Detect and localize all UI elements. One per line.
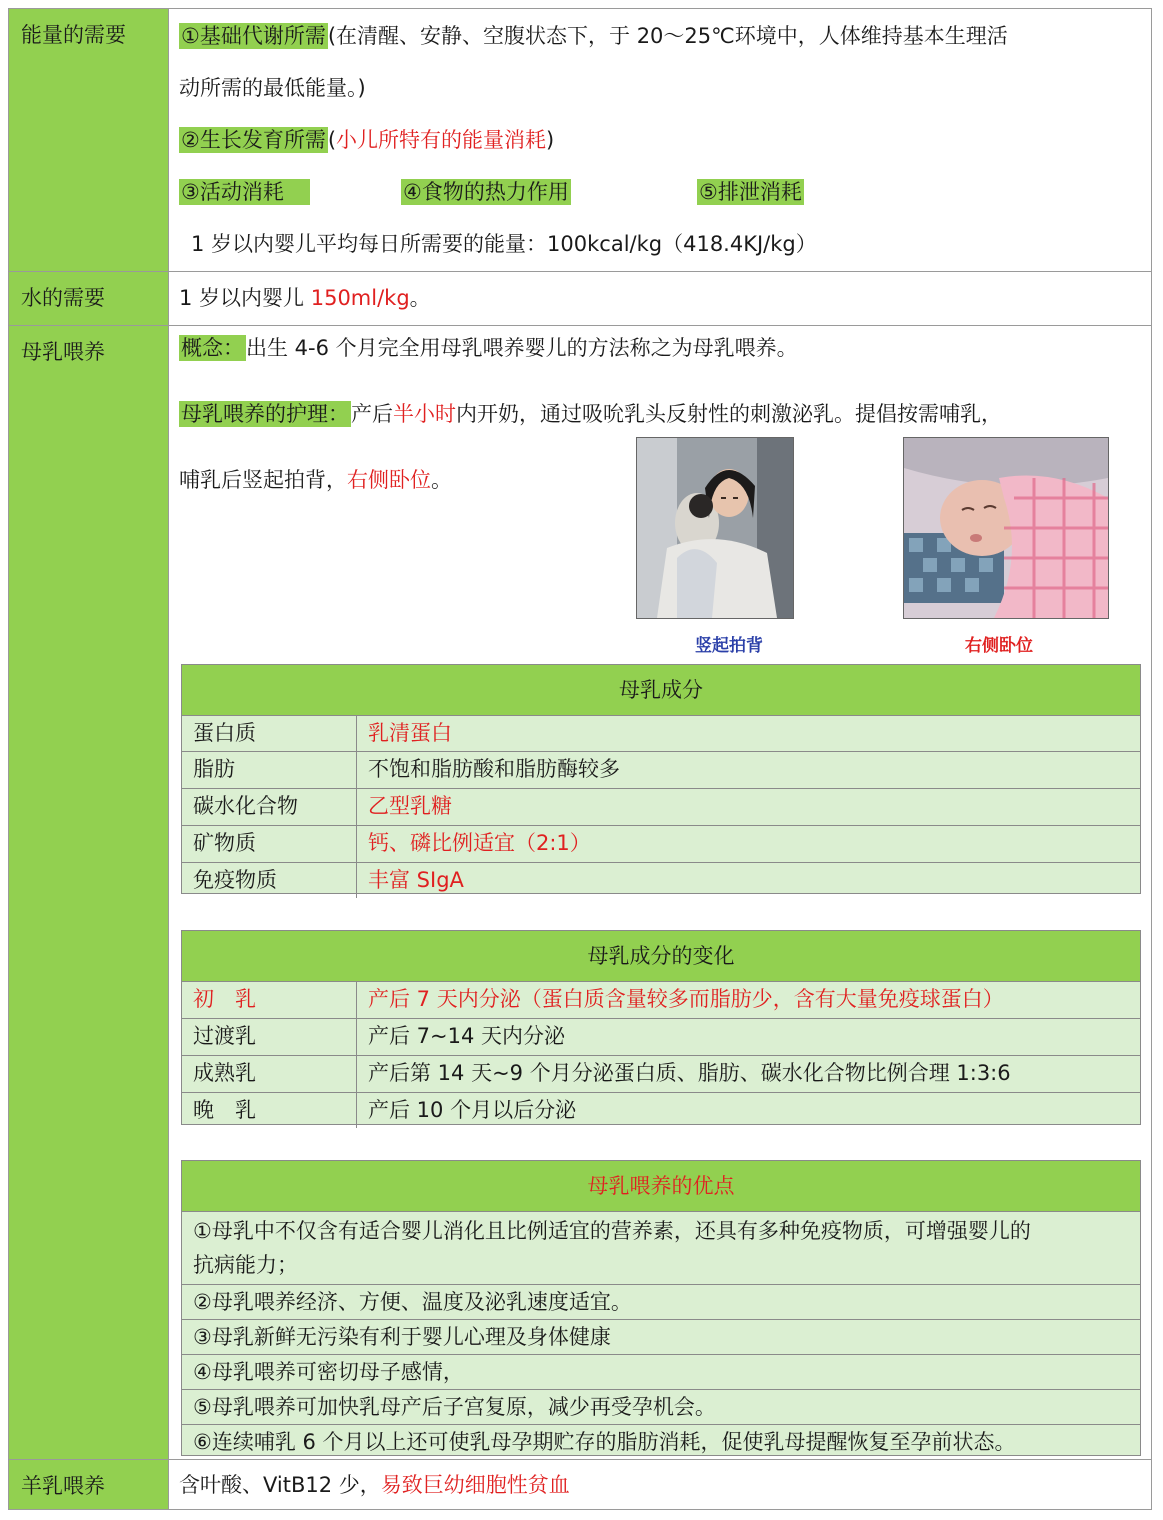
side-lying-caption: 右侧卧位	[965, 636, 1033, 656]
burping-caption: 竖起拍背	[695, 636, 763, 656]
changes-row-colostrum	[182, 982, 1140, 1019]
composition-name: 矿物质	[182, 826, 357, 862]
composition-table	[181, 664, 1141, 894]
advantage-item-1	[182, 1212, 1140, 1285]
advantage-item-5: ⑤母乳喂养可加快乳母产后子宫复原，减少再受孕机会。	[182, 1390, 1140, 1425]
care-text-c: 哺乳后竖起拍背，	[179, 468, 347, 492]
care-line	[179, 400, 1002, 428]
water-text	[179, 284, 431, 312]
composition-row-minerals	[182, 826, 1140, 863]
changes-name: 成熟乳	[182, 1056, 357, 1092]
concept-line	[179, 334, 798, 362]
burping-illustration	[637, 438, 793, 618]
advantages-title: 母乳喂养的优点	[182, 1161, 1140, 1212]
growth-paren-open: (	[327, 128, 337, 152]
changes-row-transitional	[182, 1019, 1140, 1056]
side-lying-illustration	[904, 438, 1108, 618]
care-text-b: 内开奶，通过吸吮乳头反射性的刺激泌乳。提倡按需哺乳，	[456, 402, 1002, 426]
basal-metabolism-line	[179, 22, 1008, 50]
care-text-end: 。	[431, 468, 452, 492]
composition-row-fat	[182, 752, 1140, 789]
goat-milk-row	[8, 1460, 1152, 1510]
water-label: 水的需要	[9, 272, 169, 325]
goat-milk-label: 羊乳喂养	[9, 1460, 169, 1509]
water-amount: 150ml/kg	[310, 286, 410, 310]
water-text-main: 1 岁以内婴儿	[179, 286, 311, 310]
composition-row-protein	[182, 716, 1140, 752]
care-title: 母乳喂养的护理：	[181, 402, 349, 426]
concept-text: 出生 4-6 个月完全用母乳喂养婴儿的方法称之为母乳喂养。	[246, 336, 798, 360]
changes-row-mature	[182, 1056, 1140, 1093]
advantage-text: ①母乳中不仅含有适合婴儿消化且比例适宜的营养素，还具有多种免疫物质，可增强婴儿的	[193, 1219, 1031, 1243]
advantage-text-cont: 抗病能力；	[193, 1253, 298, 1277]
composition-changes-table	[181, 930, 1141, 1125]
activity-item	[179, 178, 310, 206]
excretion-item	[697, 178, 804, 206]
advantage-item-3: ③母乳新鲜无污染有利于婴儿心理及身体健康	[182, 1320, 1140, 1355]
composition-row-immune	[182, 863, 1140, 898]
energy-summary: 1 岁以内婴儿平均每日所需要的能量：100kcal/kg（418.4KJ/kg）	[191, 232, 817, 256]
water-text-end: 。	[409, 286, 431, 310]
growth-note: 小儿所特有的能量消耗	[336, 128, 547, 152]
breastfeeding-row	[8, 326, 1152, 1460]
composition-value: 丰富 SIgA	[368, 868, 464, 892]
nutrition-table	[8, 8, 1152, 1510]
energy-label: 能量的需要	[9, 9, 169, 271]
goat-milk-text	[179, 1471, 570, 1499]
burping-photo	[636, 437, 794, 619]
care-text-a: 产后	[351, 402, 393, 426]
changes-value: 产后 7~14 天内分泌	[368, 1024, 566, 1048]
changes-row-late	[182, 1093, 1140, 1128]
care-line-2	[179, 466, 452, 494]
composition-value: 不饱和脂肪酸和脂肪酶较多	[368, 757, 620, 781]
changes-value: 产后第 14 天~9 个月分泌蛋白质、脂肪、碳水化合物比例合理 1:3:6	[368, 1061, 1011, 1085]
goat-milk-text-main: 含叶酸、VitB12 少，	[179, 1473, 381, 1497]
changes-value: 产后 10 个月以后分泌	[368, 1098, 577, 1122]
changes-name: 晚 乳	[182, 1093, 357, 1128]
care-half-hour: 半小时	[393, 402, 456, 426]
energy-row	[8, 8, 1152, 272]
goat-milk-warning: 易致巨幼细胞性贫血	[380, 1473, 570, 1497]
side-lying-photo	[903, 437, 1109, 619]
advantages-table	[181, 1160, 1141, 1456]
changes-title: 母乳成分的变化	[182, 931, 1140, 982]
composition-name: 脂肪	[182, 752, 357, 788]
breastfeeding-label: 母乳喂养	[9, 326, 169, 1459]
composition-value: 乙型乳糖	[368, 794, 452, 818]
advantage-item-6: ⑥连续哺乳 6 个月以上还可使乳母孕期贮存的脂肪消耗，促使乳母提醒恢复至孕前状态。	[193, 1430, 1016, 1454]
composition-row-carbs	[182, 789, 1140, 826]
growth-paren-close: )	[546, 128, 555, 152]
basal-metabolism-title: ①基础代谢所需	[181, 24, 326, 48]
composition-name: 碳水化合物	[182, 789, 357, 825]
composition-value: 乳清蛋白	[368, 721, 452, 745]
water-row	[8, 272, 1152, 326]
basal-metabolism-text-cont: 动所需的最低能量。)	[179, 76, 366, 100]
changes-name: 过渡乳	[182, 1019, 357, 1055]
growth-line	[179, 126, 554, 154]
composition-title: 母乳成分	[182, 665, 1140, 716]
composition-name: 蛋白质	[182, 716, 357, 751]
food-thermic-title: ④食物的热力作用	[403, 180, 569, 204]
advantage-item-4: ④母乳喂养可密切母子感情，	[182, 1355, 1140, 1390]
composition-name: 免疫物质	[182, 863, 357, 898]
composition-value: 钙、磷比例适宜（2:1）	[368, 831, 591, 855]
growth-title: ②生长发育所需	[181, 128, 326, 152]
food-thermic-item	[401, 178, 571, 206]
basal-metabolism-text: (在清醒、安静、空腹状态下，于 20～25℃环境中，人体维持基本生理活	[327, 24, 1008, 48]
concept-title: 概念：	[181, 336, 244, 360]
activity-title: ③活动消耗	[179, 179, 310, 205]
changes-value: 产后 7 天内分泌（蛋白质含量较多而脂肪少，含有大量免疫球蛋白）	[368, 987, 1004, 1011]
care-right-side: 右侧卧位	[347, 468, 431, 492]
advantage-item-2: ②母乳喂养经济、方便、温度及泌乳速度适宜。	[182, 1285, 1140, 1320]
excretion-title: ⑤排泄消耗	[699, 180, 802, 204]
changes-name: 初 乳	[182, 982, 357, 1018]
